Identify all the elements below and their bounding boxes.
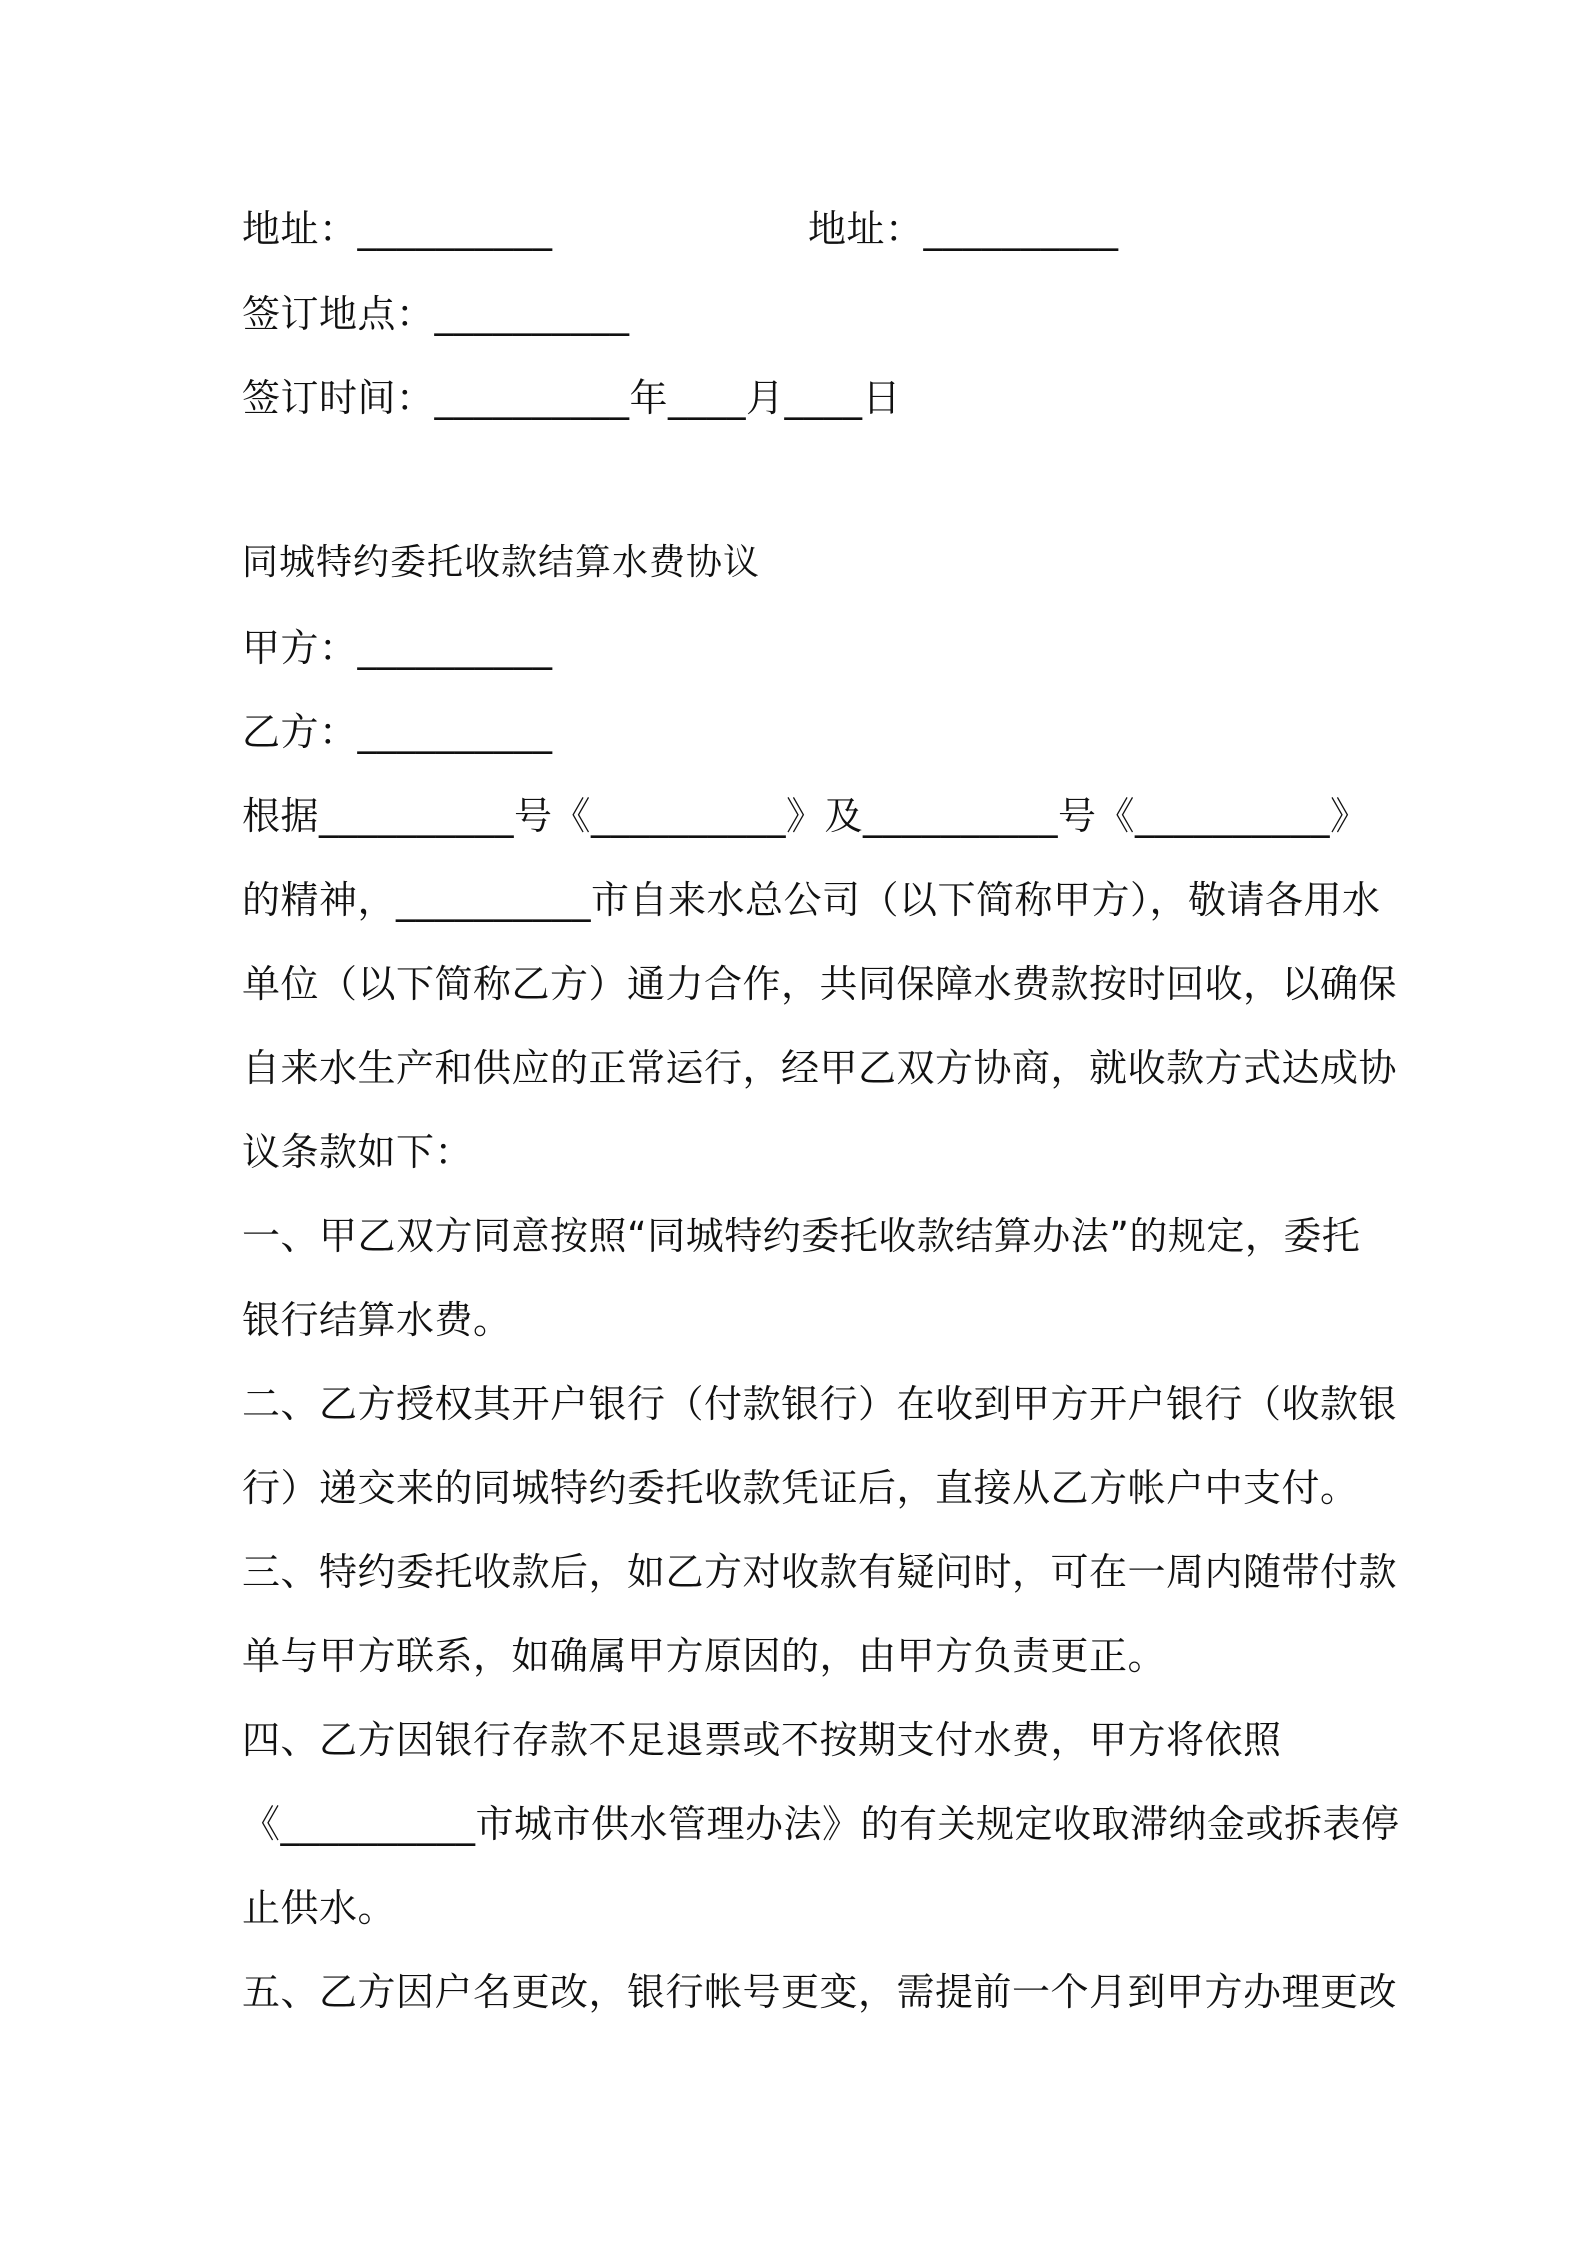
- clause-1-line: 银行结算水费。: [242, 1298, 512, 1342]
- body-line: 自来水生产和供应的正常运行，经甲乙双方协商，就收款方式达成协: [242, 1046, 1398, 1090]
- address-right: 地址：__________: [808, 207, 1119, 251]
- sign-time: 签订时间：__________年____月____日: [242, 376, 902, 420]
- agreement-title: 同城特约委托收款结算水费协议: [242, 542, 761, 583]
- party-b: 乙方：__________: [242, 710, 553, 754]
- clause-4-line: 《__________市城市供水管理办法》的有关规定收取滞纳金或拆表停: [242, 1802, 1400, 1846]
- clause-1-line: 一、甲乙双方同意按照“同城特约委托收款结算办法”的规定，委托: [242, 1214, 1361, 1258]
- body-line: 单位（以下简称乙方）通力合作，共同保障水费款按时回收，以确保: [242, 962, 1398, 1006]
- address-left: 地址：__________: [242, 207, 553, 251]
- clause-4-line: 四、乙方因银行存款不足退票或不按期支付水费，甲方将依照: [242, 1718, 1282, 1762]
- body-line: 根据__________号《__________》及__________号《__________》: [242, 794, 1369, 838]
- clause-2-line: 行）递交来的同城特约委托收款凭证后，直接从乙方帐户中支付。: [242, 1466, 1359, 1510]
- clause-3-line: 三、特约委托收款后，如乙方对收款有疑问时，可在一周内随带付款: [242, 1550, 1398, 1594]
- clause-3-line: 单与甲方联系，如确属甲方原因的，由甲方负责更正。: [242, 1634, 1167, 1678]
- clause-5-line: 五、乙方因户名更改，银行帐号更变，需提前一个月到甲方办理更改: [242, 1970, 1398, 2014]
- clause-2-line: 二、乙方授权其开户银行（付款银行）在收到甲方开户银行（收款银: [242, 1382, 1398, 1426]
- clause-4-line: 止供水。: [242, 1886, 397, 1930]
- body-line: 议条款如下：: [242, 1130, 474, 1174]
- body-line: 的精神，__________市自来水总公司（以下简称甲方），敬请各用水: [242, 878, 1381, 922]
- sign-place: 签订地点：__________: [242, 292, 630, 336]
- party-a: 甲方：__________: [242, 626, 553, 670]
